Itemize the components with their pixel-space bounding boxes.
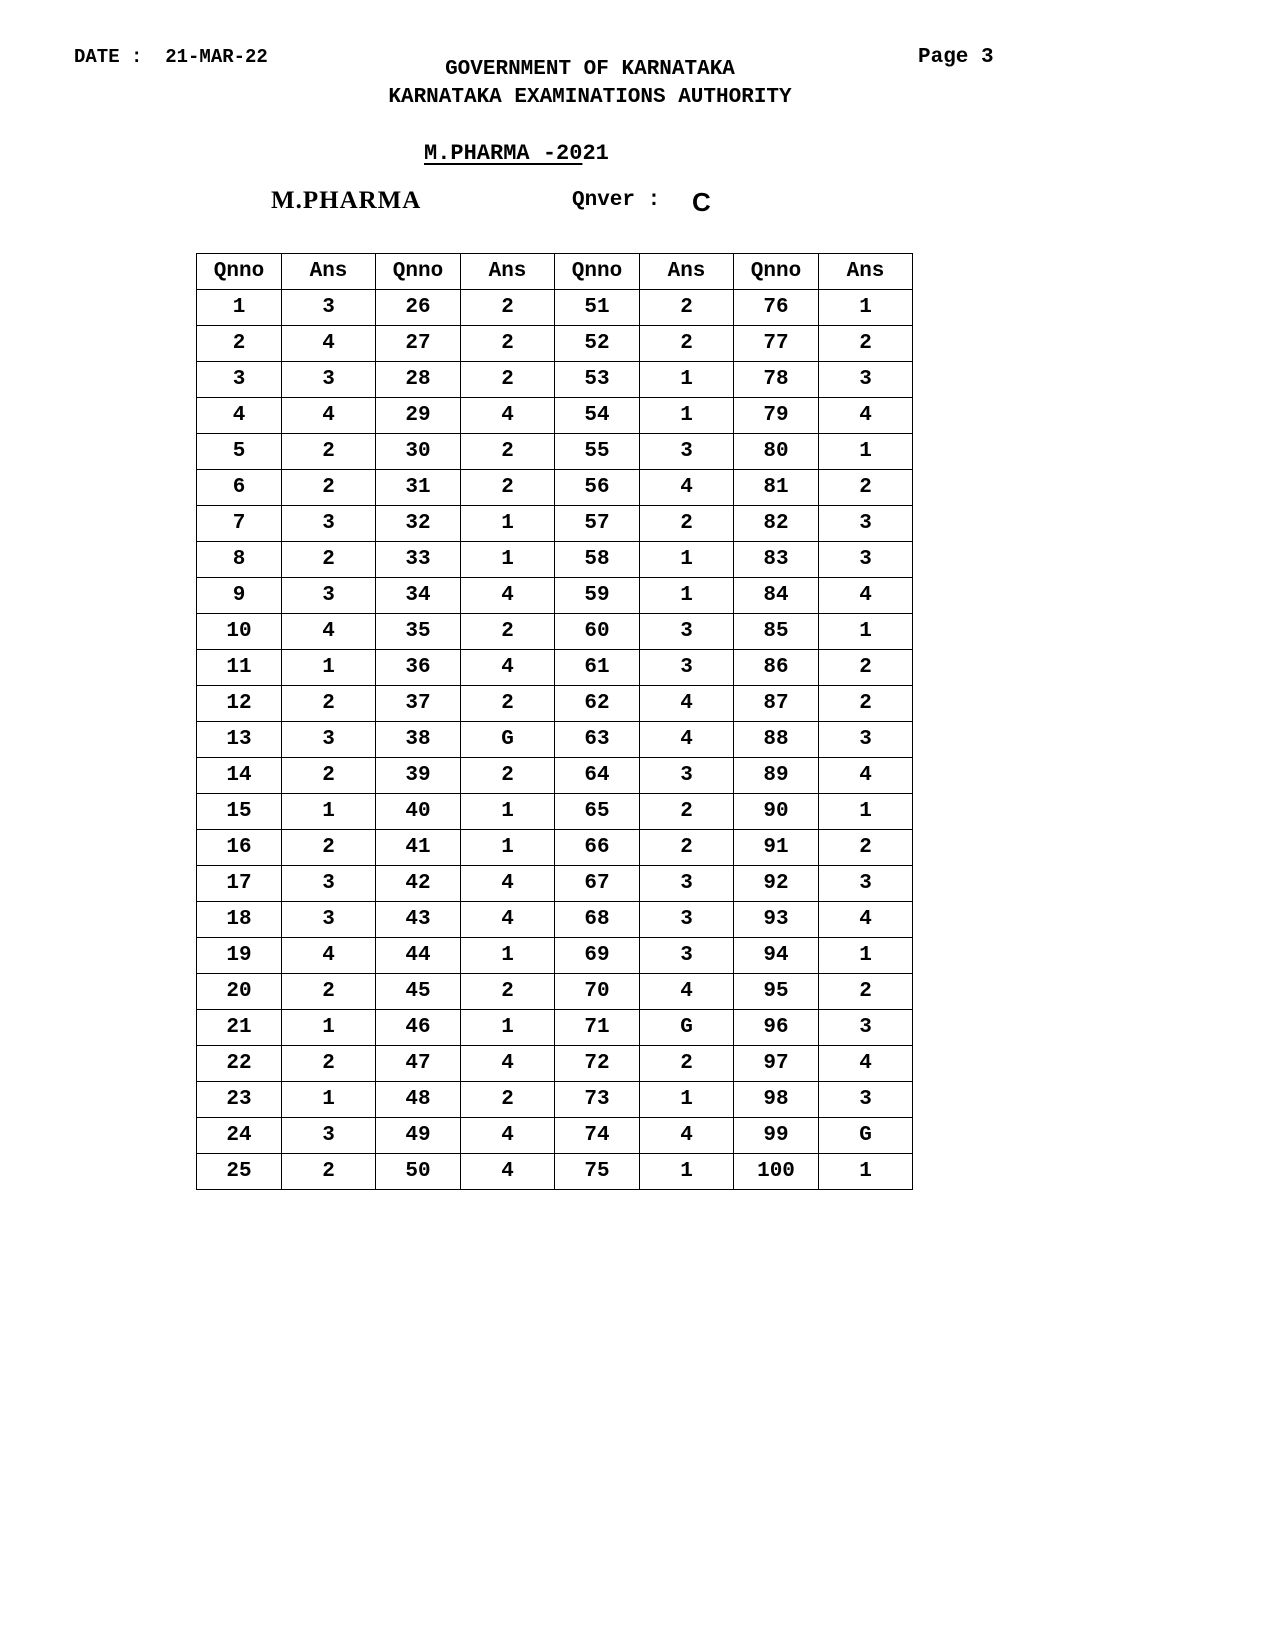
question-number-cell: 86	[734, 650, 819, 686]
answer-cell: 1	[461, 542, 555, 578]
question-number-cell: 49	[376, 1118, 461, 1154]
answer-cell: 1	[282, 650, 376, 686]
answer-cell: 1	[819, 290, 913, 326]
answer-cell: 2	[282, 434, 376, 470]
question-number-cell: 40	[376, 794, 461, 830]
answer-cell: 1	[461, 830, 555, 866]
question-number-cell: 81	[734, 470, 819, 506]
table-row	[197, 758, 913, 794]
answer-cell: 2	[282, 470, 376, 506]
answer-cell: 4	[819, 758, 913, 794]
question-number-cell: 57	[555, 506, 640, 542]
column-header: Ans	[461, 254, 555, 290]
question-number-cell: 11	[197, 650, 282, 686]
answer-cell: 2	[461, 434, 555, 470]
question-number-cell: 42	[376, 866, 461, 902]
question-number-cell: 10	[197, 614, 282, 650]
question-number-cell: 52	[555, 326, 640, 362]
table-row	[197, 362, 913, 398]
answer-cell: 2	[819, 470, 913, 506]
answer-cell: 3	[819, 362, 913, 398]
question-number-cell: 56	[555, 470, 640, 506]
table-header-row	[197, 254, 913, 290]
question-number-cell: 63	[555, 722, 640, 758]
answer-cell: 2	[819, 974, 913, 1010]
answer-cell: 3	[640, 650, 734, 686]
answer-cell: 2	[640, 326, 734, 362]
answer-cell: 2	[461, 974, 555, 1010]
answer-cell: 2	[461, 362, 555, 398]
question-number-cell: 9	[197, 578, 282, 614]
question-number-cell: 25	[197, 1154, 282, 1190]
answer-cell: 2	[819, 326, 913, 362]
answer-cell: 2	[282, 758, 376, 794]
answer-cell: 4	[461, 866, 555, 902]
question-number-cell: 84	[734, 578, 819, 614]
question-number-cell: 51	[555, 290, 640, 326]
answer-cell: 3	[640, 938, 734, 974]
question-number-cell: 20	[197, 974, 282, 1010]
question-number-cell: 58	[555, 542, 640, 578]
question-number-cell: 17	[197, 866, 282, 902]
question-number-cell: 23	[197, 1082, 282, 1118]
answer-cell: G	[461, 722, 555, 758]
table-row	[197, 290, 913, 326]
answer-cell: 2	[819, 686, 913, 722]
answer-cell: 4	[282, 326, 376, 362]
answer-cell: 1	[461, 938, 555, 974]
question-number-cell: 34	[376, 578, 461, 614]
answer-cell: 1	[461, 1010, 555, 1046]
question-number-cell: 53	[555, 362, 640, 398]
answer-cell: 4	[282, 938, 376, 974]
question-number-cell: 75	[555, 1154, 640, 1190]
answer-cell: 2	[461, 290, 555, 326]
question-number-cell: 47	[376, 1046, 461, 1082]
question-number-cell: 100	[734, 1154, 819, 1190]
answer-cell: 4	[640, 974, 734, 1010]
answer-cell: 4	[461, 1046, 555, 1082]
table-row	[197, 722, 913, 758]
answer-cell: 3	[819, 506, 913, 542]
question-number-cell: 71	[555, 1010, 640, 1046]
column-header: Qnno	[734, 254, 819, 290]
authority-heading: KARNATAKA EXAMINATIONS AUTHORITY	[388, 86, 792, 109]
answer-cell: 2	[282, 1046, 376, 1082]
question-number-cell: 73	[555, 1082, 640, 1118]
question-number-cell: 68	[555, 902, 640, 938]
answer-cell: 3	[282, 290, 376, 326]
question-number-cell: 61	[555, 650, 640, 686]
answer-cell: 4	[819, 902, 913, 938]
table-row	[197, 650, 913, 686]
answer-cell: 2	[461, 470, 555, 506]
question-number-cell: 54	[555, 398, 640, 434]
question-number-cell: 2	[197, 326, 282, 362]
question-number-cell: 88	[734, 722, 819, 758]
answer-cell: 3	[640, 902, 734, 938]
question-number-cell: 16	[197, 830, 282, 866]
answer-cell: 1	[819, 614, 913, 650]
answer-cell: 3	[819, 866, 913, 902]
question-number-cell: 13	[197, 722, 282, 758]
print-date: DATE : 21-MAR-22	[74, 46, 268, 68]
answer-cell: 1	[640, 578, 734, 614]
answer-cell: 4	[461, 902, 555, 938]
question-number-cell: 76	[734, 290, 819, 326]
table-row	[197, 470, 913, 506]
answer-cell: 2	[640, 290, 734, 326]
question-number-cell: 83	[734, 542, 819, 578]
answer-cell: 3	[640, 434, 734, 470]
answer-cell: 4	[282, 398, 376, 434]
question-number-cell: 24	[197, 1118, 282, 1154]
answer-cell: 3	[819, 1082, 913, 1118]
question-number-cell: 33	[376, 542, 461, 578]
table-row	[197, 542, 913, 578]
question-number-cell: 5	[197, 434, 282, 470]
question-number-cell: 6	[197, 470, 282, 506]
column-header: Ans	[282, 254, 376, 290]
answer-cell: 2	[461, 686, 555, 722]
question-number-cell: 50	[376, 1154, 461, 1190]
answer-key-body	[197, 290, 913, 1190]
question-number-cell: 30	[376, 434, 461, 470]
question-number-cell: 82	[734, 506, 819, 542]
question-number-cell: 93	[734, 902, 819, 938]
answer-cell: 3	[282, 1118, 376, 1154]
question-number-cell: 8	[197, 542, 282, 578]
answer-cell: 2	[282, 542, 376, 578]
exam-title	[424, 141, 609, 166]
question-number-cell: 12	[197, 686, 282, 722]
answer-cell: 1	[819, 938, 913, 974]
question-number-cell: 27	[376, 326, 461, 362]
table-row	[197, 398, 913, 434]
answer-cell: 2	[282, 1154, 376, 1190]
question-number-cell: 31	[376, 470, 461, 506]
answer-cell: 3	[282, 506, 376, 542]
answer-cell: 4	[640, 1118, 734, 1154]
question-number-cell: 55	[555, 434, 640, 470]
question-number-cell: 72	[555, 1046, 640, 1082]
table-row	[197, 578, 913, 614]
table-row	[197, 326, 913, 362]
answer-cell: 4	[640, 722, 734, 758]
answer-cell: 2	[640, 1046, 734, 1082]
question-number-cell: 92	[734, 866, 819, 902]
question-number-cell: 59	[555, 578, 640, 614]
question-number-cell: 60	[555, 614, 640, 650]
question-number-cell: 79	[734, 398, 819, 434]
question-number-cell: 94	[734, 938, 819, 974]
question-number-cell: 74	[555, 1118, 640, 1154]
answer-cell: 1	[461, 794, 555, 830]
answer-cell: 3	[819, 1010, 913, 1046]
answer-cell: 2	[461, 758, 555, 794]
question-number-cell: 65	[555, 794, 640, 830]
answer-cell: G	[640, 1010, 734, 1046]
question-number-cell: 46	[376, 1010, 461, 1046]
table-row	[197, 686, 913, 722]
answer-cell: 4	[819, 398, 913, 434]
table-row	[197, 1154, 913, 1190]
question-number-cell: 62	[555, 686, 640, 722]
question-number-cell: 99	[734, 1118, 819, 1154]
answer-cell: 3	[282, 722, 376, 758]
question-number-cell: 22	[197, 1046, 282, 1082]
table-row	[197, 614, 913, 650]
answer-cell: 1	[282, 794, 376, 830]
question-number-cell: 1	[197, 290, 282, 326]
answer-cell: 2	[819, 830, 913, 866]
exam-title-rest: 21	[582, 141, 609, 166]
answer-cell: 4	[640, 470, 734, 506]
question-number-cell: 97	[734, 1046, 819, 1082]
answer-cell: 1	[640, 542, 734, 578]
column-header: Qnno	[555, 254, 640, 290]
table-row	[197, 974, 913, 1010]
question-number-cell: 66	[555, 830, 640, 866]
question-number-cell: 28	[376, 362, 461, 398]
answer-cell: 1	[819, 1154, 913, 1190]
question-number-cell: 85	[734, 614, 819, 650]
question-number-cell: 90	[734, 794, 819, 830]
question-number-cell: 80	[734, 434, 819, 470]
government-heading: GOVERNMENT OF KARNATAKA	[445, 58, 735, 81]
answer-cell: 1	[640, 362, 734, 398]
question-number-cell: 35	[376, 614, 461, 650]
answer-cell: 1	[819, 794, 913, 830]
answer-cell: 1	[282, 1082, 376, 1118]
answer-cell: 4	[461, 650, 555, 686]
answer-cell: 1	[282, 1010, 376, 1046]
table-row	[197, 434, 913, 470]
answer-cell: 3	[282, 362, 376, 398]
question-number-cell: 21	[197, 1010, 282, 1046]
question-number-cell: 64	[555, 758, 640, 794]
question-number-cell: 41	[376, 830, 461, 866]
question-number-cell: 36	[376, 650, 461, 686]
question-number-cell: 4	[197, 398, 282, 434]
answer-cell: 3	[640, 614, 734, 650]
table-row	[197, 902, 913, 938]
question-number-cell: 69	[555, 938, 640, 974]
question-number-cell: 89	[734, 758, 819, 794]
exam-title-underlined: M.PHARMA -20	[424, 141, 583, 166]
question-version-label: Qnver :	[572, 189, 661, 212]
question-number-cell: 3	[197, 362, 282, 398]
question-number-cell: 19	[197, 938, 282, 974]
answer-cell: 3	[282, 578, 376, 614]
question-number-cell: 7	[197, 506, 282, 542]
answer-cell: 4	[461, 398, 555, 434]
answer-cell: 2	[282, 830, 376, 866]
answer-cell: 3	[640, 758, 734, 794]
table-row	[197, 1082, 913, 1118]
answer-cell: 3	[819, 542, 913, 578]
answer-cell: 4	[819, 578, 913, 614]
answer-cell: 2	[640, 506, 734, 542]
table-row	[197, 506, 913, 542]
question-number-cell: 43	[376, 902, 461, 938]
answer-cell: 2	[640, 794, 734, 830]
answer-cell: 4	[461, 1154, 555, 1190]
question-number-cell: 48	[376, 1082, 461, 1118]
answer-cell: 2	[640, 830, 734, 866]
question-number-cell: 77	[734, 326, 819, 362]
question-number-cell: 70	[555, 974, 640, 1010]
answer-cell: 4	[461, 578, 555, 614]
question-number-cell: 18	[197, 902, 282, 938]
table-row	[197, 938, 913, 974]
answer-key-table	[196, 253, 913, 1190]
question-number-cell: 98	[734, 1082, 819, 1118]
answer-cell: 2	[282, 686, 376, 722]
answer-cell: 2	[461, 326, 555, 362]
answer-cell: 4	[282, 614, 376, 650]
question-number-cell: 96	[734, 1010, 819, 1046]
answer-cell: 4	[461, 1118, 555, 1154]
column-header: Ans	[640, 254, 734, 290]
question-number-cell: 38	[376, 722, 461, 758]
table-row	[197, 830, 913, 866]
question-number-cell: 78	[734, 362, 819, 398]
answer-cell: 4	[640, 686, 734, 722]
answer-cell: 1	[640, 1082, 734, 1118]
answer-cell: 1	[640, 398, 734, 434]
answer-cell: 1	[819, 434, 913, 470]
answer-cell: 3	[282, 866, 376, 902]
question-number-cell: 15	[197, 794, 282, 830]
table-row	[197, 1046, 913, 1082]
column-header: Qnno	[376, 254, 461, 290]
question-number-cell: 29	[376, 398, 461, 434]
answer-cell: 2	[819, 650, 913, 686]
page-number: Page 3	[918, 46, 994, 69]
column-header: Qnno	[197, 254, 282, 290]
question-number-cell: 39	[376, 758, 461, 794]
table-row	[197, 794, 913, 830]
answer-cell: 1	[461, 506, 555, 542]
question-number-cell: 32	[376, 506, 461, 542]
question-number-cell: 91	[734, 830, 819, 866]
question-number-cell: 37	[376, 686, 461, 722]
answer-cell: 3	[282, 902, 376, 938]
question-number-cell: 95	[734, 974, 819, 1010]
table-row	[197, 1118, 913, 1154]
column-header: Ans	[819, 254, 913, 290]
answer-cell: 2	[282, 974, 376, 1010]
answer-cell: 1	[640, 1154, 734, 1190]
table-row	[197, 866, 913, 902]
question-number-cell: 26	[376, 290, 461, 326]
answer-cell: 2	[461, 1082, 555, 1118]
question-number-cell: 67	[555, 866, 640, 902]
answer-cell: G	[819, 1118, 913, 1154]
question-version-value: C	[692, 187, 711, 217]
answer-cell: 4	[819, 1046, 913, 1082]
answer-cell: 3	[640, 866, 734, 902]
answer-cell: 2	[461, 614, 555, 650]
question-number-cell: 45	[376, 974, 461, 1010]
answer-cell: 3	[819, 722, 913, 758]
question-number-cell: 14	[197, 758, 282, 794]
question-number-cell: 44	[376, 938, 461, 974]
course-name: M.PHARMA	[271, 187, 422, 214]
table-row	[197, 1010, 913, 1046]
question-number-cell: 87	[734, 686, 819, 722]
